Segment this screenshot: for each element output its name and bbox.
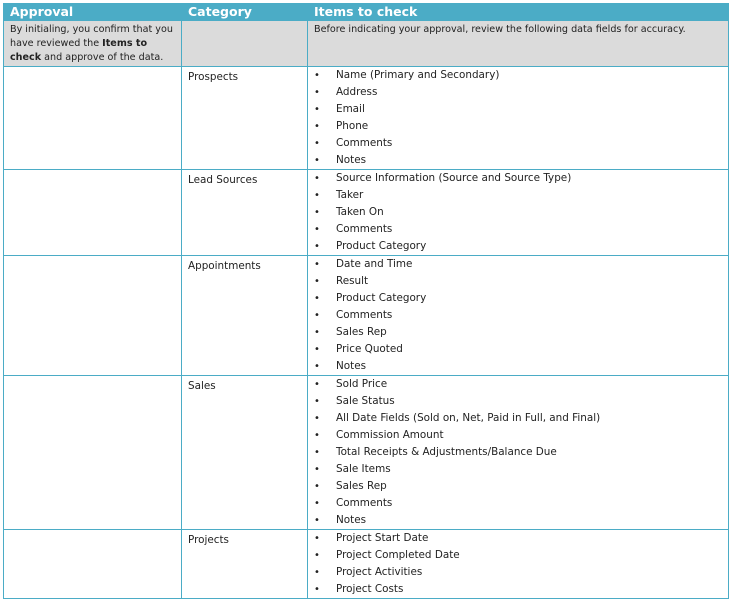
header-approval: Approval (4, 4, 182, 21)
list-item-label: Project Completed Date (336, 549, 460, 561)
items-list (308, 530, 728, 598)
list-item-label: Sale Items (336, 463, 391, 475)
bullet-icon: • (314, 104, 320, 115)
list-item-label: Phone (336, 120, 369, 132)
list-item-label: Notes (336, 514, 367, 526)
list-item-label: Address (336, 86, 378, 98)
bullet-icon: • (314, 344, 320, 355)
bullet-icon: • (314, 327, 320, 338)
bullet-icon: • (314, 430, 320, 441)
list-item (308, 444, 728, 461)
bullet-icon: • (314, 241, 320, 252)
bullet-icon: • (314, 155, 320, 166)
header-items-to-check: Items to check (308, 4, 729, 21)
list-item (308, 204, 728, 221)
list-item (308, 530, 728, 547)
list-item-label: Taker (336, 189, 364, 201)
items-cell-sales (308, 376, 729, 530)
bullet-icon: • (314, 259, 320, 270)
list-item-label: Comments (336, 223, 393, 235)
list-item (308, 427, 728, 444)
approval-initial-cell-lead-sources[interactable] (4, 170, 182, 256)
list-item (308, 581, 728, 598)
list-item-label: Comments (336, 309, 393, 321)
list-item-label: Product Category (336, 292, 427, 304)
table-row (4, 530, 729, 599)
list-item-label: Sold Price (336, 378, 388, 390)
bullet-icon: • (314, 464, 320, 475)
list-item-label: Project Costs (336, 583, 404, 595)
bullet-icon: • (314, 396, 320, 407)
items-cell-projects (308, 530, 729, 599)
bullet-icon: • (314, 310, 320, 321)
items-cell-lead-sources (308, 170, 729, 256)
list-item (308, 307, 728, 324)
approval-initial-cell-sales[interactable] (4, 376, 182, 530)
list-item (308, 273, 728, 290)
list-item (308, 67, 728, 84)
list-item (308, 290, 728, 307)
list-item (308, 358, 728, 375)
approval-instructions: By initialing, you confirm that you have reviewed the Items to check and approve of the data. (4, 21, 182, 67)
list-item-label: Notes (336, 154, 367, 166)
list-item (308, 84, 728, 101)
header-category: Category (182, 4, 308, 21)
items-cell-appointments (308, 256, 729, 376)
bullet-icon: • (314, 498, 320, 509)
list-item (308, 547, 728, 564)
table-header-row (4, 4, 729, 21)
list-item (308, 324, 728, 341)
bullet-icon: • (314, 361, 320, 372)
list-item (308, 135, 728, 152)
bullet-icon: • (314, 567, 320, 578)
list-item (308, 393, 728, 410)
list-item (308, 256, 728, 273)
list-item (308, 118, 728, 135)
list-item-label: Sale Status (336, 395, 395, 407)
category-cell-sales: Sales (182, 376, 308, 530)
bullet-icon: • (314, 70, 320, 81)
category-cell-lead-sources: Lead Sources (182, 170, 308, 256)
list-item-label: Notes (336, 360, 367, 372)
items-cell-prospects (308, 67, 729, 170)
bullet-icon: • (314, 584, 320, 595)
list-item-label: Product Category (336, 240, 427, 252)
list-item (308, 564, 728, 581)
approval-checklist-table (3, 3, 729, 599)
bullet-icon: • (314, 276, 320, 287)
list-item (308, 221, 728, 238)
bullet-icon: • (314, 138, 320, 149)
list-item-label: Email (336, 103, 365, 115)
category-cell-projects: Projects (182, 530, 308, 599)
list-item-label: Total Receipts & Adjustments/Balance Due (336, 446, 557, 458)
list-item-label: Name (Primary and Secondary) (336, 69, 500, 81)
table-row (4, 170, 729, 256)
list-item (308, 238, 728, 255)
bullet-icon: • (314, 87, 320, 98)
list-item-label: Sales Rep (336, 480, 387, 492)
list-item-label: Source Information (Source and Source Type) (336, 172, 572, 184)
bullet-icon: • (314, 207, 320, 218)
list-item-label: Taken On (336, 206, 384, 218)
approval-initial-cell-projects[interactable] (4, 530, 182, 599)
list-item (308, 461, 728, 478)
bullet-icon: • (314, 173, 320, 184)
bullet-icon: • (314, 447, 320, 458)
bullet-icon: • (314, 121, 320, 132)
list-item-label: Project Start Date (336, 532, 429, 544)
table-row (4, 376, 729, 530)
table-row (4, 67, 729, 170)
list-item-label: Comments (336, 137, 393, 149)
items-list (308, 67, 728, 169)
bullet-icon: • (314, 379, 320, 390)
list-item-label: Sales Rep (336, 326, 387, 338)
category-cell-appointments: Appointments (182, 256, 308, 376)
approval-initial-cell-prospects[interactable] (4, 67, 182, 170)
items-list (308, 256, 728, 375)
bullet-icon: • (314, 224, 320, 235)
list-item-label: Comments (336, 497, 393, 509)
table-row (4, 256, 729, 376)
items-list (308, 170, 728, 255)
list-item (308, 410, 728, 427)
list-item (308, 152, 728, 169)
list-item-label: Date and Time (336, 258, 413, 270)
instructions-row (4, 21, 729, 67)
category-instructions-cell (182, 21, 308, 67)
list-item-label: Commission Amount (336, 429, 444, 441)
bullet-icon: • (314, 293, 320, 304)
bullet-icon: • (314, 533, 320, 544)
list-item (308, 478, 728, 495)
list-item (308, 170, 728, 187)
list-item (308, 341, 728, 358)
bullet-icon: • (314, 481, 320, 492)
bullet-icon: • (314, 190, 320, 201)
list-item (308, 495, 728, 512)
items-list (308, 376, 728, 529)
bullet-icon: • (314, 515, 320, 526)
list-item-label: Result (336, 275, 369, 287)
list-item (308, 187, 728, 204)
list-item (308, 376, 728, 393)
list-item-label: All Date Fields (Sold on, Net, Paid in Full, and Final) (336, 412, 601, 424)
items-instructions: Before indicating your approval, review the following data fields for accuracy. (308, 21, 729, 67)
bullet-icon: • (314, 550, 320, 561)
list-item-label: Project Activities (336, 566, 423, 578)
list-item (308, 512, 728, 529)
list-item-label: Price Quoted (336, 343, 403, 355)
bullet-icon: • (314, 413, 320, 424)
category-cell-prospects: Prospects (182, 67, 308, 170)
approval-initial-cell-appointments[interactable] (4, 256, 182, 376)
list-item (308, 101, 728, 118)
